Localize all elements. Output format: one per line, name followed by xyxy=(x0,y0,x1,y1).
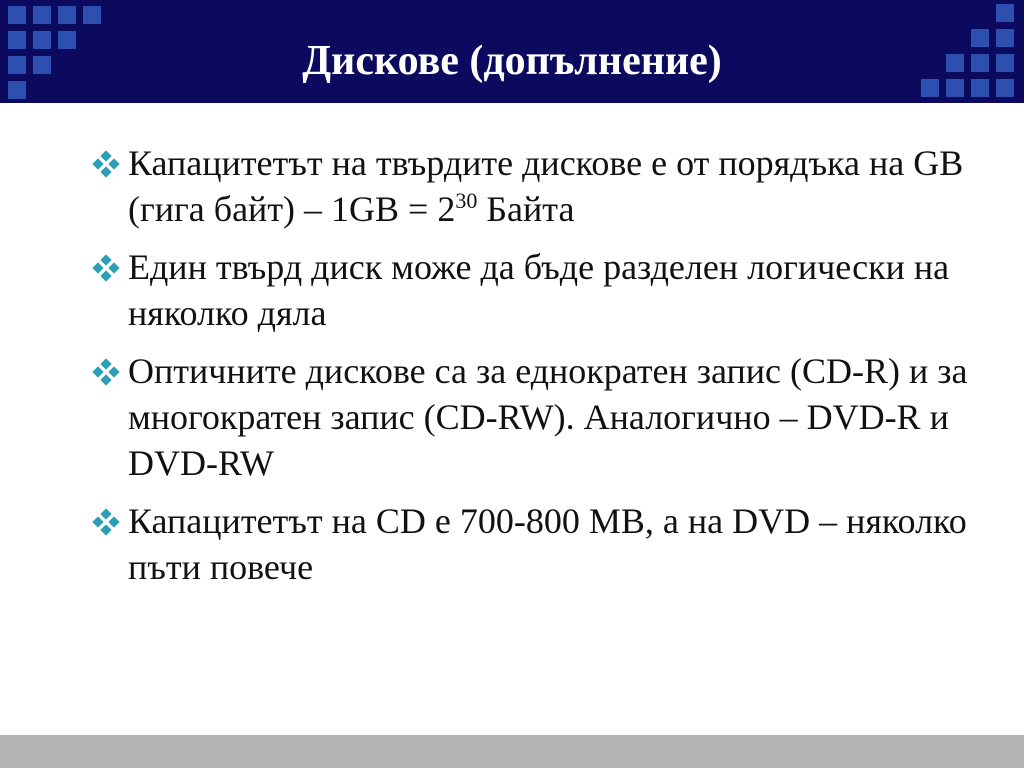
slide-title: Дискове (допълнение) xyxy=(302,38,722,84)
bullet-list xyxy=(92,140,972,602)
diamond-bullet-icon xyxy=(92,508,120,536)
bullet-text: Един твърд диск може да бъде разделен логически на няколко дяла xyxy=(128,247,950,333)
bullet-text-tail: Байта xyxy=(477,189,575,229)
title-bar xyxy=(0,0,1024,103)
diamond-bullet-icon xyxy=(92,358,120,386)
exponent: 30 xyxy=(455,188,478,213)
bullet-text: Капацитетът на твърдите дискове е от порядъка на GB (гига байт) – 1GB = 2 xyxy=(128,143,964,229)
bullet-item xyxy=(92,244,972,336)
diamond-bullet-icon xyxy=(92,150,120,178)
bullet-item xyxy=(92,498,972,590)
bullet-item xyxy=(92,140,972,232)
footer-bar xyxy=(0,735,1024,768)
bullet-item xyxy=(92,348,972,486)
diamond-bullet-icon xyxy=(92,254,120,282)
bullet-text: Оптичните дискове са за еднократен запис (CD-R) и за многократен запис (CD-RW). Аналогично – DVD-R и DVD-RW xyxy=(128,351,968,483)
bullet-text: Капацитетът на CD е 700-800 MB, а на DVD – няколко пъти повече xyxy=(128,501,967,587)
